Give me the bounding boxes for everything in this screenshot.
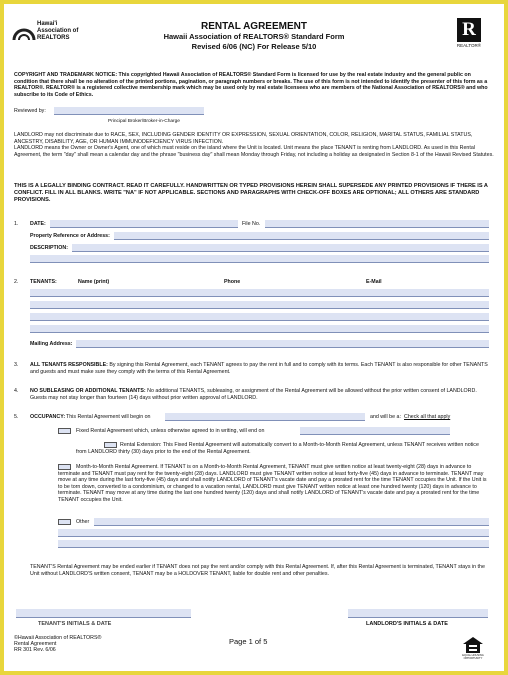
reviewed-by-field[interactable]: [54, 107, 204, 115]
termination-text: TENANT'S Rental Agreement may be ended earlier if TENANT does not pay the rent and/or comply with this Rental Agreement. If, after this Rental Agreement is terminated, TENANT stays in the Unit without LANDLORD'S written consent, TENANT may be a HOLDOVER TENANT, liable for double rent and other penalties.: [30, 564, 485, 577]
description-label: DESCRIPTION:: [30, 245, 68, 251]
form-title: RENTAL AGREEMENT: [201, 21, 307, 32]
tenant-initials-label: TENANT'S INITIALS & DATE: [38, 621, 112, 627]
landlord-initials-field[interactable]: [348, 609, 488, 618]
other-field-1[interactable]: [94, 518, 489, 526]
s4-title: NO SUBLEASING OR ADDITIONAL TENANTS:: [30, 388, 146, 394]
extension-text: Rental Extension: This Fixed Rental Agreement will automatically convert to a Month-to-Month Rental Agreement, unless TENANT receives written notice from LANDLORD thirty (30) days prior to the end of the Rental Agreement.: [76, 442, 479, 455]
monthly-text: Month-to-Month Rental Agreement. If TENANT is on a Month-to-Month Rental Agreement, TENANT must give written notice at least twenty-eight (28) days in advance to terminate and TENANT must pay rent for the twenty-eight (28) days. LANDLORD must give TENANT written notice at least forty-five (45) days in advance to terminate. TENANT may move at any time during the last forty-five (45) days and shall notify LANDLORD of TENANT's vacate date and pay a prorated rent for the time TENANT occupies the Unit. If the Unit is to be torn down, converted to a condominium, or changed to a vacation rental, LANDLORD must give TENANT written notice at least one hundred twenty (120) days in advance to terminate. TENANT may move at any time during the last one hundred twenty (120) days and shall notify LANDLORD of TENANT's vacate date and pay a prorated rent for the time TENANT occupies the Unit.: [58, 464, 487, 503]
phone-header: Phone: [224, 279, 241, 285]
property-label: Property Reference or Address:: [30, 233, 110, 239]
other-field-3[interactable]: [58, 540, 489, 548]
other-checkbox[interactable]: [58, 519, 71, 525]
form-subtitle: Hawaii Association of REALTORS® Standard Form: [163, 32, 345, 41]
other-field-2[interactable]: [58, 529, 489, 537]
end-date-field[interactable]: [300, 427, 450, 435]
har-logo: [12, 18, 92, 48]
name-header: Name (print): [78, 279, 110, 285]
footer-copyright: ©Hawaii Association of REALTORS®: [14, 635, 102, 641]
landlord-initials-label: LANDLORD'S INITIALS & DATE: [366, 621, 448, 627]
date-field[interactable]: [50, 220, 238, 228]
definitions-text: LANDLORD means the Owner or Owner's Agent, one of which must reside on the island where the Unit is located. Unit means the place TENANT is renting from LANDLORD. As used in this Rental Agreement, the term "day" shall mean a calendar day and the phrase "business day" shall mean Monday through Friday, not including a holiday as designated in Section 8-1 of the Hawaii Revised Statutes.: [14, 145, 494, 158]
copyright-notice: COPYRIGHT AND TRADEMARK NOTICE: This copyrighted Hawaii Association of REALTORS® Standard Form is licensed for use by the real estate industry and the general public on condition that there shall be no alteration of the printed portions, pagination, or paragraph numbers or breaks. The use of this form is not intended to identify the presenter of this form as a REALTOR®. REALTOR® is a registered collective membership mark which may be used only by real estate licensees who are members of the National Association of REALTORS® and who subscribe to its Code of Ethics.: [14, 72, 488, 98]
s4-text: No additional TENANTS, subleasing, or assignment of the Rental Agreement will be allowed without the prior written consent of LANDLORD. Guests may not stay longer than fourteen (14) days without prior written approval of LANDLORD.: [30, 388, 477, 401]
tenant-row-4[interactable]: [30, 325, 489, 333]
footer-rev: RR 301 Rev. 6/06: [14, 647, 56, 653]
s5-will-be: and will be a:: [370, 414, 401, 420]
section-3: [30, 362, 492, 375]
file-no-field[interactable]: [265, 220, 489, 228]
form-revision: Revised 6/06 (NC) For Release 5/10: [191, 42, 317, 51]
discrimination-text: LANDLORD may not discriminate due to RACE, SEX, INCLUDING GENDER IDENTITY OR EXPRESSION, SEXUAL ORIENTATION, COLOR, RELIGION, MARITAL STATUS, FAMILIAL STATUS, ANCESTRY, DISABILITY, AGE, OR HUMAN IMMUNODEFICIENCY VIRUS INFECTION.: [14, 132, 473, 145]
s3-title: ALL TENANTS RESPONSIBLE:: [30, 362, 108, 368]
s5-begin: This Rental Agreement will begin on: [66, 414, 151, 420]
s1-num: 1.: [14, 221, 19, 227]
equal-housing-icon: [462, 636, 484, 654]
s5-check-all: Check all that apply: [404, 414, 451, 420]
equal-housing-logo: [458, 636, 488, 662]
reviewed-label: Reviewed by:: [14, 108, 46, 114]
property-field[interactable]: [114, 232, 489, 240]
realtor-label: REALTOR®: [456, 43, 482, 48]
fixed-text: Fixed Rental Agreement which, unless otherwise agreed to in writing, will end on: [76, 428, 265, 434]
section-4: [30, 388, 492, 401]
tenant-row-2[interactable]: [30, 301, 489, 309]
s3-num: 3.: [14, 362, 19, 368]
date-label: DATE:: [30, 221, 46, 227]
begin-date-field[interactable]: [165, 413, 365, 421]
eho-label: EQUAL HOUSING OPPORTUNITY: [462, 654, 484, 660]
reviewed-sub: Principal Broker/Broker-in-Charge: [108, 119, 180, 124]
email-header: E-Mail: [366, 279, 382, 285]
s4-num: 4.: [14, 388, 19, 394]
tenants-label: TENANTS:: [30, 279, 57, 285]
file-no-label: File No.: [242, 221, 261, 227]
tenant-row-1[interactable]: [30, 289, 489, 297]
document-page: [8, 8, 500, 667]
logo-line3: REALTORS: [37, 35, 70, 41]
description-field-1[interactable]: [72, 244, 489, 252]
s5-title: OCCUPANCY:: [30, 414, 66, 420]
realtor-r-icon: R: [457, 18, 481, 42]
s5-num: 5.: [14, 414, 19, 420]
other-label: Other: [76, 519, 90, 525]
footer-form-name: Rental Agreement: [14, 641, 57, 647]
logo-line1: Hawai'i: [37, 21, 58, 27]
realtor-mark: [454, 18, 484, 58]
binding-notice: THIS IS A LEGALLY BINDING CONTRACT. READ IT CAREFULLY. HANDWRITTEN OR TYPED PROVISIONS HEREIN SHALL SUPERSEDE ANY PRINTED PROVISIONS IF THERE IS A CONFLICT. FILL IN ALL BLANKS. WRITE "NA" IF NOT APPLICABLE. SECTIONS AND PARAGRAPHS WITH CHECK-OFF BOXES ARE OPTIONAL; ALL OTHERS ARE STANDARD PROVISIONS.: [14, 183, 488, 203]
page-number: Page 1 of 5: [229, 637, 268, 646]
logo-line2: Association of: [37, 28, 79, 34]
description-field-2[interactable]: [30, 255, 489, 263]
s3-text: By signing this Rental Agreement, each TENANT agrees to pay the rent in full and to comply with its terms. Each TENANT is also responsible for other TENANTS and guests and must make sure they comply with the terms of this Rental Agreement.: [30, 362, 488, 375]
mailing-field[interactable]: [76, 340, 489, 348]
fixed-checkbox[interactable]: [58, 428, 71, 434]
mailing-label: Mailing Address:: [30, 341, 73, 347]
s2-num: 2.: [14, 279, 19, 285]
rainbow-logo-icon: [12, 24, 36, 42]
tenant-initials-field[interactable]: [16, 609, 191, 618]
tenant-row-3[interactable]: [30, 313, 489, 321]
